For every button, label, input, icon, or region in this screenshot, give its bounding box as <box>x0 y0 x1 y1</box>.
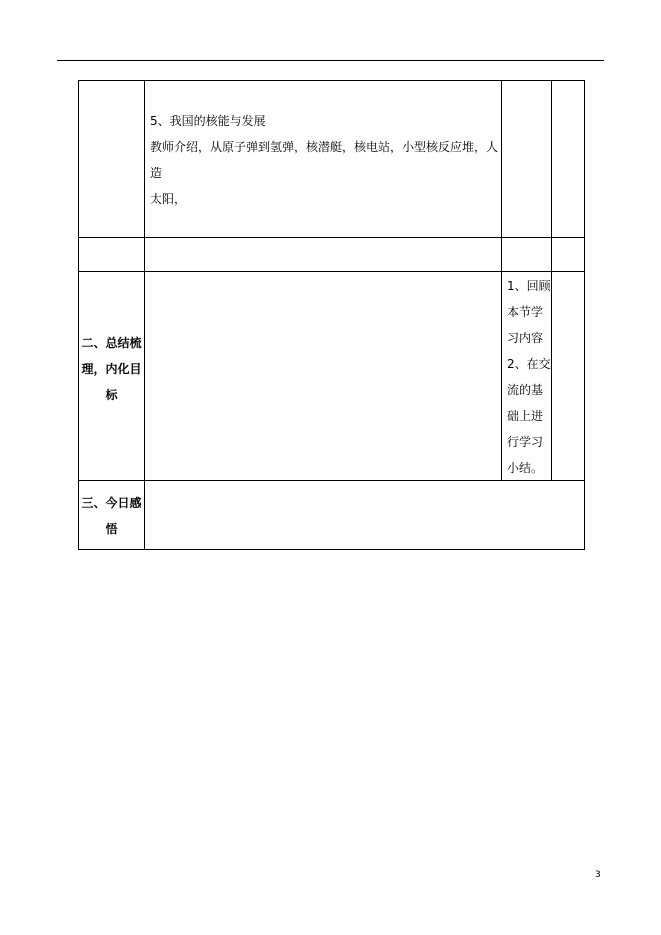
table-row-divider <box>78 237 584 238</box>
table-column-divider <box>144 80 145 550</box>
student-activity: 1、回顾 本节学 习内容 2、在交 流的基 础上进 行学习 小结。 <box>507 279 551 475</box>
header-rule <box>57 60 604 61</box>
page-number: 3 <box>595 870 601 880</box>
stage-label: 二、总结梳 理，内化目 标 <box>81 336 142 402</box>
table-column-divider <box>501 80 502 481</box>
section-content <box>150 108 498 212</box>
section-text-line: 教师介绍，从原子弹到氢弹，核潜艇，核电站，小型核反应堆，人造 <box>150 140 499 180</box>
stage-label: 三、今日感 悟 <box>81 496 142 536</box>
section-text-line: 太阳， <box>150 192 187 206</box>
table-border-top <box>78 80 584 81</box>
table-border-left <box>78 80 79 550</box>
table-row-divider <box>78 271 584 272</box>
table-border-right <box>584 80 585 550</box>
table-border-bottom <box>78 549 584 550</box>
section-title: 5、我国的核能与发展 <box>150 114 266 128</box>
